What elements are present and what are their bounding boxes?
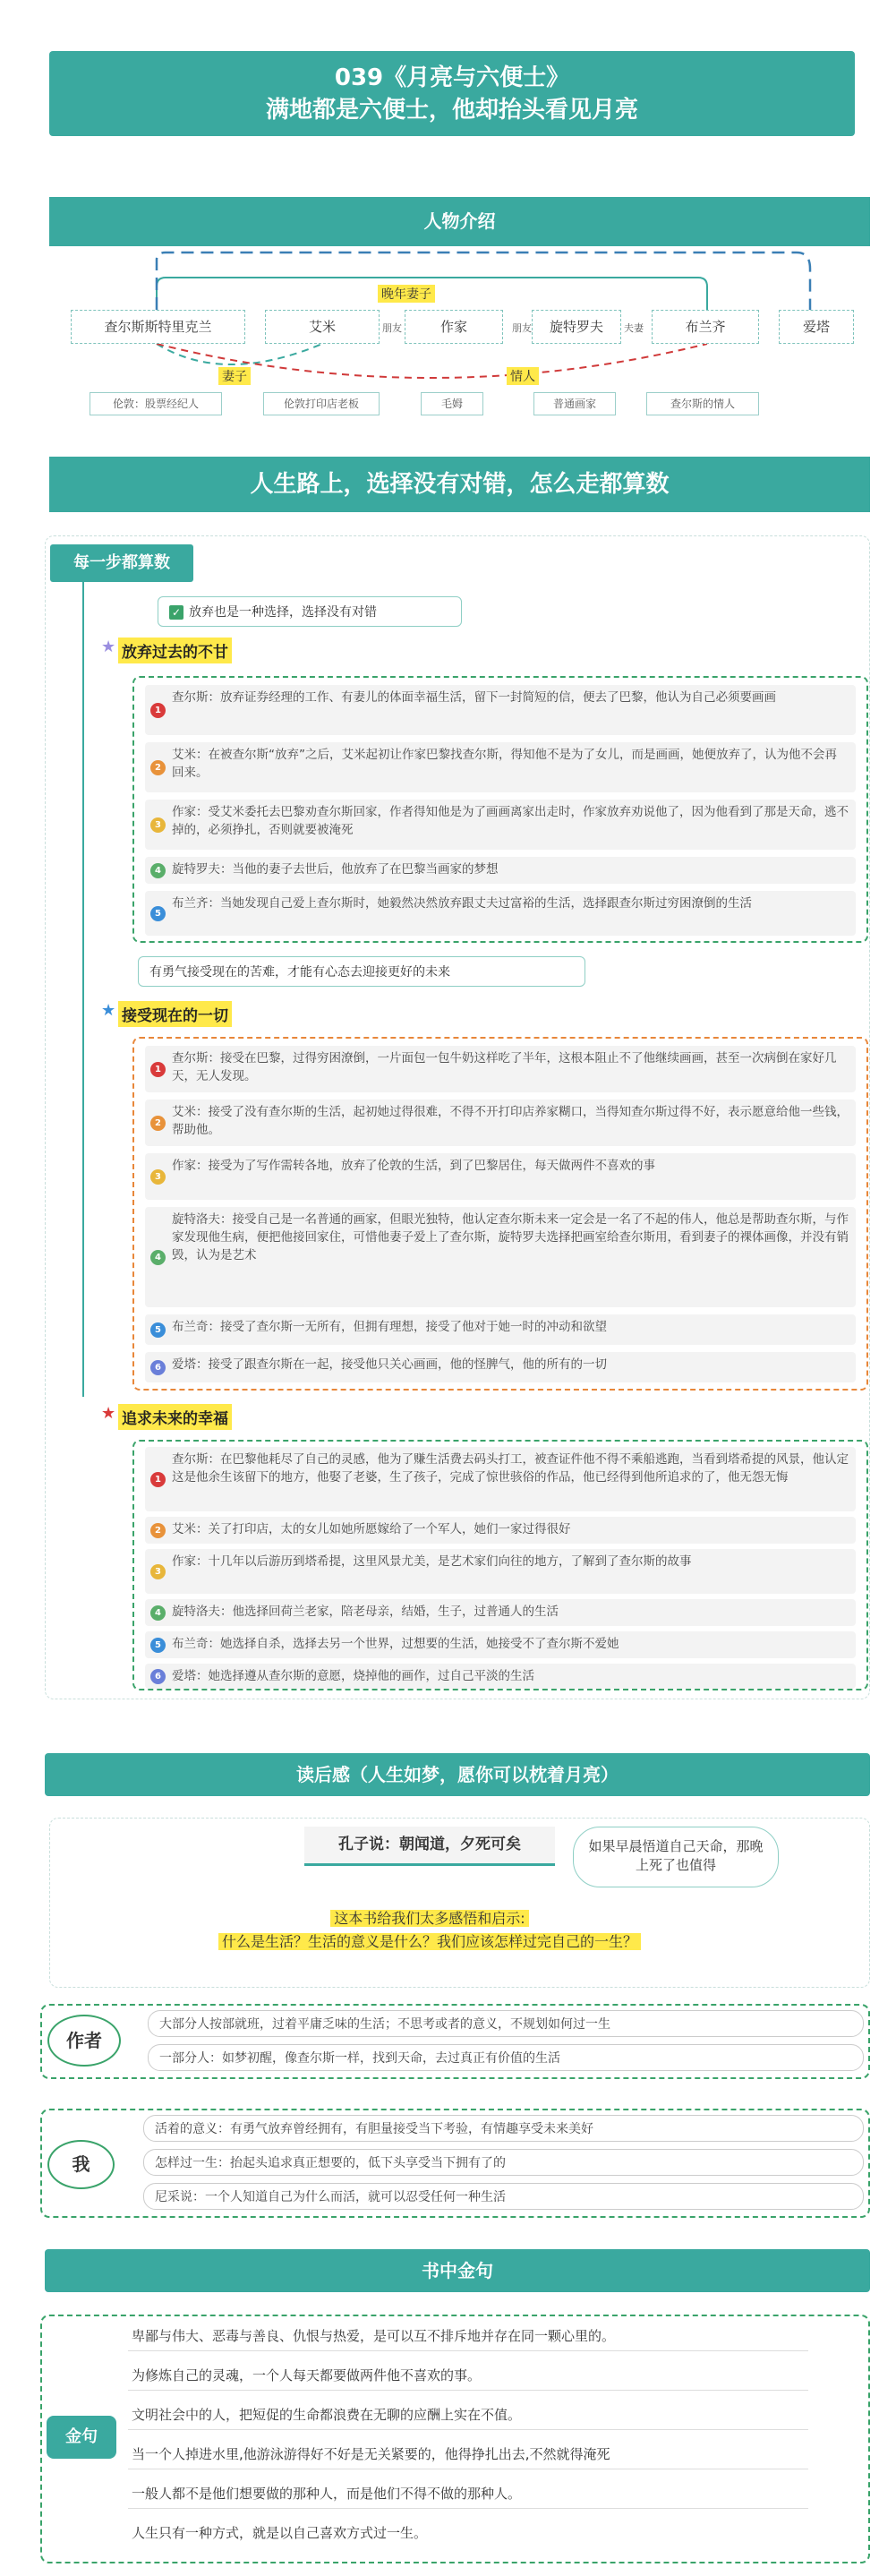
author-item-1: 大部分人按部就班，过着平庸乏味的生活；不思考或者的意义，不规划如何过一生: [148, 2010, 864, 2037]
review-bubble: 如果早晨悟道自己天命，那晚上死了也值得: [573, 1827, 779, 1887]
relation-lover: 情人: [507, 367, 539, 385]
number-5-icon: 5: [150, 1638, 166, 1653]
me-item-2: 怎样过一生：抬起头追求真正想要的，低下头享受当下拥有了的: [143, 2149, 864, 2176]
person-stroeve: 旋特罗夫: [532, 310, 621, 344]
title-banner: [49, 51, 855, 136]
review-line1: 这本书给我们太多感悟和启示:: [330, 1910, 528, 1927]
golden-item-5: 一般人都不是他们想要做的那种人，而是他们不得不做的那种人。: [128, 2478, 808, 2509]
section-abandon-title: 放弃过去的不甘: [118, 638, 232, 663]
author-label-text: 作者: [66, 2030, 102, 2051]
person-amy: 艾米: [265, 310, 380, 344]
list-item: 2 艾米：关了打印店，太的女儿如她所愿嫁给了一个军人，她们一家过得很好: [145, 1517, 856, 1544]
title-line1: 039《月亮与六便士》: [334, 64, 570, 91]
main-header: 人生路上，选择没有对错，怎么走都算数: [49, 457, 870, 512]
golden-header: 书中金句: [45, 2249, 870, 2292]
list-item: 2 艾米：接受了没有查尔斯的生活，起初她过得很难，不得不开打印店养家糊口，当得知查尔斯过得不好，表示愿意给他一些钱，帮助他。: [145, 1100, 856, 1146]
golden-item-1: 卑鄙与伟大、恶毒与善良、仇恨与热爱，是可以互不排斥地并存在同一颗心里的。: [128, 2321, 808, 2351]
person-blanche: 布兰齐: [652, 310, 759, 344]
review-lines: [161, 1907, 698, 1954]
star-icon-2: ★: [101, 1001, 116, 1020]
golden-label-text: 金句: [65, 2427, 98, 2446]
list-item: 1 查尔斯：在巴黎他耗尽了自己的灵感，他为了赚生活费去码头打工，被查证件他不得不乘船逃跑，当看到塔希提的风景，他认定这是他余生该留下的地方，他娶了老婆，生了孩子，完成了惊世骇俗的作品，他已经得到他所追求的了，他无怨无悔: [145, 1447, 856, 1511]
list-item: 5 布兰奇：接受了查尔斯一无所有，但拥有理想，接受了他对于她一时的冲动和欲望: [145, 1314, 856, 1345]
golden-item-4: 当一个人掉进水里,他游泳游得好不好是无关紧要的，他得挣扎出去,不然就得淹死: [128, 2439, 808, 2469]
section-accept-title: 接受现在的一切: [118, 1001, 232, 1027]
me-label-text: 我: [72, 2153, 90, 2175]
author-label: [47, 2015, 121, 2067]
number-5-icon: 5: [150, 906, 166, 921]
characters-header: 人物介绍: [49, 197, 870, 246]
list-item: 6 爱塔：她选择遵从查尔斯的意愿，烧掉他的画作，过自己平淡的生活: [145, 1664, 856, 1689]
review-header: 读后感（人生如梦，愿你可以枕着月亮）: [45, 1753, 870, 1796]
quote-abandon-text: 放弃也是一种选择，选择没有对错: [189, 605, 377, 620]
list-item: 6 爱塔：接受了跟查尔斯在一起，接受他只关心画画，他的怪脾气，他的所有的一切: [145, 1352, 856, 1382]
list-item: 1 查尔斯：接受在巴黎，过得穷困潦倒，一片面包一包牛奶这样吃了半年，这根本阻止不了他继续画画，甚至一次病倒在家好几天，无人发现。: [145, 1046, 856, 1092]
number-1-icon: 1: [150, 1062, 166, 1077]
list-item: 4 旋特洛夫：他选择回荷兰老家，陪老母亲，结婚，生子，过普通人的生活: [145, 1599, 856, 1626]
title-line2: 满地都是六便士，他却抬头看见月亮: [265, 97, 638, 124]
number-4-icon: 4: [150, 1605, 166, 1621]
review-line2: 什么是生活？生活的意义是什么？我们应该怎样过完自己的一生？: [218, 1933, 641, 1950]
number-3-icon: 3: [150, 817, 166, 833]
role-blanche: 查尔斯的情人: [646, 392, 759, 415]
section-pursue-title: 追求未来的幸福: [118, 1404, 232, 1430]
number-2-icon: 2: [150, 1116, 166, 1131]
group-accept: [132, 1037, 868, 1391]
list-item: 3 作家：十几年以后游历到塔希提，这里风景尤美，是艺术家们向往的地方，了解到了查尔斯的故事: [145, 1549, 856, 1594]
list-item: 2 艾米：在被查尔斯“放弃”之后，艾米起初让作家巴黎找查尔斯，得知他不是为了女儿，而是画画，她便放弃了，认为他不会再回来。: [145, 742, 856, 792]
person-charles: 查尔斯斯特里克兰: [71, 310, 245, 344]
list-item: 4 旋特洛夫：接受自己是一名普通的画家，但眼光独特，他认定查尔斯未来一定会是一名了不起的伟人，他总是帮助查尔斯，与作家发现他生病，便把他接回家住，可惜他妻子爱上了查尔斯，旋特罗夫选择把画室给查尔斯用，看到妻子的裸体画像，并没有销毁，认为是艺术: [145, 1207, 856, 1307]
quote-accept: 有勇气接受现在的苦难，才能有心态去迎接更好的未来: [138, 956, 585, 987]
main-tree-line: [82, 582, 84, 1397]
role-charles: 伦敦：股票经纪人: [90, 392, 222, 415]
number-2-icon: 2: [150, 1523, 166, 1538]
number-4-icon: 4: [150, 863, 166, 878]
number-1-icon: 1: [150, 1472, 166, 1487]
me-item-3: 尼采说：一个人知道自己为什么而活，就可以忍受任何一种生活: [143, 2183, 864, 2210]
golden-item-2: 为修炼自己的灵魂，一个人每天都要做两件他不喜欢的事。: [128, 2360, 808, 2391]
star-icon-1: ★: [101, 638, 116, 656]
golden-item-6: 人生只有一种方式，就是以自己喜欢方式过一生。: [132, 2525, 428, 2541]
relation-friend-2: 朋友: [512, 322, 532, 334]
list-item: 1 查尔斯：放弃证券经理的工作、有妻儿的体面幸福生活，留下一封简短的信，便去了巴黎，他认为自己必须要画画: [145, 685, 856, 735]
relation-husband: 夫妻: [624, 322, 644, 334]
group-abandon: [132, 676, 868, 943]
golden-label: [47, 2416, 116, 2459]
number-1-icon: 1: [150, 703, 166, 718]
number-6-icon: 6: [150, 1669, 166, 1684]
list-item: 5 布兰奇：她选择自杀，选择去另一个世界，过想要的生活，她接受不了查尔斯不爱她: [145, 1631, 856, 1658]
author-item-2: 一部分人：如梦初醒，像查尔斯一样，找到天命，去过真正有价值的生活: [148, 2044, 864, 2071]
confucius-box: [304, 1827, 555, 1866]
me-label: [47, 2140, 115, 2189]
number-6-icon: 6: [150, 1360, 166, 1375]
star-icon-3: ★: [101, 1404, 116, 1423]
number-4-icon: 4: [150, 1250, 166, 1265]
root-node: 每一步都算数: [50, 544, 193, 582]
me-item-1: 活着的意义：有勇气放弃曾经拥有，有胆量接受当下考验，有情趣享受未来美好: [143, 2115, 864, 2142]
list-item: 3 作家：接受为了写作需转各地，放弃了伦敦的生活，到了巴黎居住，每天做两件不喜欢的事: [145, 1153, 856, 1200]
list-item: 4 旋特罗夫：当他的妻子去世后，他放弃了在巴黎当画家的梦想: [145, 857, 856, 884]
person-writer: 作家: [405, 310, 503, 344]
confucius-text: 孔子说：朝闻道，夕死可矣: [338, 1836, 521, 1853]
number-3-icon: 3: [150, 1564, 166, 1579]
number-2-icon: 2: [150, 760, 166, 775]
number-5-icon: 5: [150, 1322, 166, 1338]
role-writer: 毛姆: [421, 392, 483, 415]
relation-late-wife: 晚年妻子: [378, 285, 435, 303]
check-icon: ✓: [169, 605, 183, 620]
list-item: 3 作家：受艾米委托去巴黎劝查尔斯回家，作者得知他是为了画画离家出走时，作家放弃劝说他了，因为他看到了那是天命，逃不掉的，必须挣扎，否则就要被淹死: [145, 800, 856, 850]
number-3-icon: 3: [150, 1169, 166, 1185]
person-ata: 爱塔: [779, 310, 854, 344]
quote-abandon: [158, 596, 462, 627]
golden-item-3: 文明社会中的人，把短促的生命都浪费在无聊的应酬上实在不值。: [128, 2400, 808, 2430]
role-stroeve: 普通画家: [533, 392, 616, 415]
group-pursue: [132, 1440, 868, 1690]
list-item: 5 布兰齐：当她发现自己爱上查尔斯时，她毅然决然放弃跟丈夫过富裕的生活，选择跟查尔斯过穷困潦倒的生活: [145, 891, 856, 936]
relation-wife: 妻子: [218, 367, 251, 385]
role-amy: 伦敦打印店老板: [263, 392, 380, 415]
relation-friend-1: 朋友: [382, 322, 402, 334]
